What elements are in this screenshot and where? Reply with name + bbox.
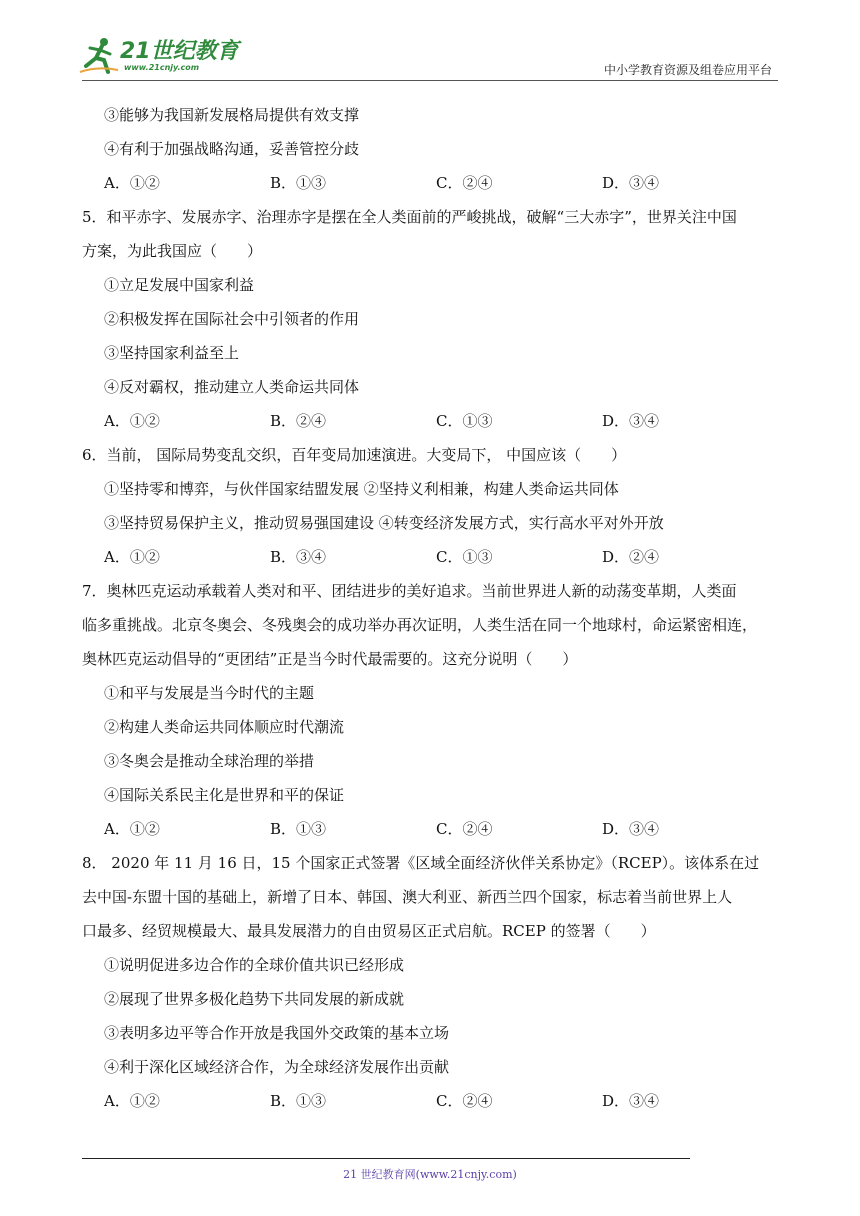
answer-option-a[interactable]: A．①② (104, 548, 160, 566)
answer-options-row (82, 166, 782, 200)
question-stem-line: 口最多、经贸规模最大、最具发展潜力的自由贸易区正式启航。RCEP 的签署（ ） (82, 922, 656, 940)
answer-option-a[interactable]: A．①② (104, 1092, 160, 1110)
statement-item: ③坚持贸易保护主义，推动贸易强国建设 ④转变经济发展方式，实行高水平对外开放 (104, 514, 664, 532)
header-divider (82, 80, 778, 81)
answer-options-row (82, 540, 782, 574)
answer-option-b[interactable]: B．①③ (270, 820, 327, 838)
footer-text: 21 世纪教育网(www.21cnjy.com) (343, 1168, 517, 1181)
statement-item: ①和平与发展是当今时代的主题 (104, 684, 315, 702)
answer-option-d[interactable]: D．②④ (602, 548, 660, 566)
statement-item: ③冬奥会是推动全球治理的举措 (104, 752, 315, 770)
question-stem-line: 奥林匹克运动倡导的“更团结”正是当今时代最需要的。这充分说明（ ） (82, 650, 578, 668)
answer-option-c[interactable]: C．②④ (436, 174, 493, 192)
statement-item: ②展现了世界多极化趋势下共同发展的新成就 (104, 990, 405, 1008)
answer-option-a[interactable]: A．①② (104, 174, 160, 192)
answer-options-row (82, 404, 782, 438)
question-stem-line: 临多重挑战。北京冬奥会、冬残奥会的成功举办再次证明，人类生活在同一个地球村，命运紧密相连， (82, 616, 758, 634)
logo-subtext: www.21cnjy.com (124, 63, 200, 72)
statement-item: ③表明多边平等合作开放是我国外交政策的基本立场 (104, 1024, 450, 1042)
question-stem-line: 去中国-东盟十国的基础上，新增了日本、韩国、澳大利亚、新西兰四个国家，标志着当前世界上人 (82, 888, 733, 906)
statement-item: ①立足发展中国家利益 (104, 276, 255, 294)
statement-item: ④国际关系民主化是世界和平的保证 (104, 786, 345, 804)
question-stem-line: 方案，为此我国应（ ） (82, 242, 263, 260)
answer-option-c[interactable]: C．①③ (436, 412, 493, 430)
statement-item: ③能够为我国新发展格局提供有效支撑 (104, 106, 360, 124)
question-stem-line: 8． 2020 年 11 月 16 日，15 个国家正式签署《区域全面经济伙伴关系协定》（RCEP）。该体系在过 (82, 854, 760, 872)
answer-option-d[interactable]: D．③④ (602, 174, 660, 192)
answer-option-d[interactable]: D．③④ (602, 1092, 660, 1110)
statement-item: ②构建人类命运共同体顺应时代潮流 (104, 718, 345, 736)
answer-options-row (82, 812, 782, 846)
answer-option-d[interactable]: D．③④ (602, 820, 660, 838)
question-block-q4-tail (82, 98, 782, 200)
statement-item: ①坚持零和博弈，与伙伴国家结盟发展 ②坚持义利相兼，构建人类命运共同体 (104, 480, 619, 498)
question-content (82, 98, 782, 1118)
answer-option-c[interactable]: C．②④ (436, 820, 493, 838)
answer-option-b[interactable]: B．②④ (270, 412, 327, 430)
statement-item: ③坚持国家利益至上 (104, 344, 240, 362)
logo-text: 21世纪教育 (120, 39, 239, 64)
page-header (0, 0, 860, 82)
header-platform-label: 中小学教育资源及组卷应用平台 (603, 63, 772, 77)
question-block-q7 (82, 574, 782, 846)
question-block-q5 (82, 200, 782, 438)
runner-logo-icon (78, 36, 120, 76)
answer-option-a[interactable]: A．①② (104, 412, 160, 430)
statement-item: ①说明促进多边合作的全球价值共识已经形成 (104, 956, 405, 974)
statement-item: ④利于深化区域经济合作，为全球经济发展作出贡献 (104, 1058, 450, 1076)
answer-options-row (82, 1084, 782, 1118)
footer-divider (82, 1158, 690, 1159)
statement-item: ②积极发挥在国际社会中引领者的作用 (104, 310, 360, 328)
answer-option-b[interactable]: B．③④ (270, 548, 327, 566)
answer-option-b[interactable]: B．①③ (270, 174, 327, 192)
statement-item: ④有利于加强战略沟通，妥善管控分歧 (104, 140, 360, 158)
statement-item: ④反对霸权，推动建立人类命运共同体 (104, 378, 360, 396)
answer-option-a[interactable]: A．①② (104, 820, 160, 838)
answer-option-c[interactable]: C．①③ (436, 548, 493, 566)
question-stem-line: 5．和平赤字、发展赤字、治理赤字是摆在全人类面前的严峻挑战，破解“三大赤字”，世界关注中国 (82, 208, 737, 226)
site-logo (78, 36, 248, 80)
answer-option-b[interactable]: B．①③ (270, 1092, 327, 1110)
question-stem-line: 6．当前， 国际局势变乱交织，百年变局加速演进。大变局下， 中国应该（ ） (82, 446, 627, 464)
question-stem-line: 7．奥林匹克运动承载着人类对和平、团结进步的美好追求。当前世界进人新的动荡变革期，人类面 (82, 582, 737, 600)
question-block-q8 (82, 846, 782, 1118)
answer-option-d[interactable]: D．③④ (602, 412, 660, 430)
answer-option-c[interactable]: C．②④ (436, 1092, 493, 1110)
question-block-q6 (82, 438, 782, 574)
